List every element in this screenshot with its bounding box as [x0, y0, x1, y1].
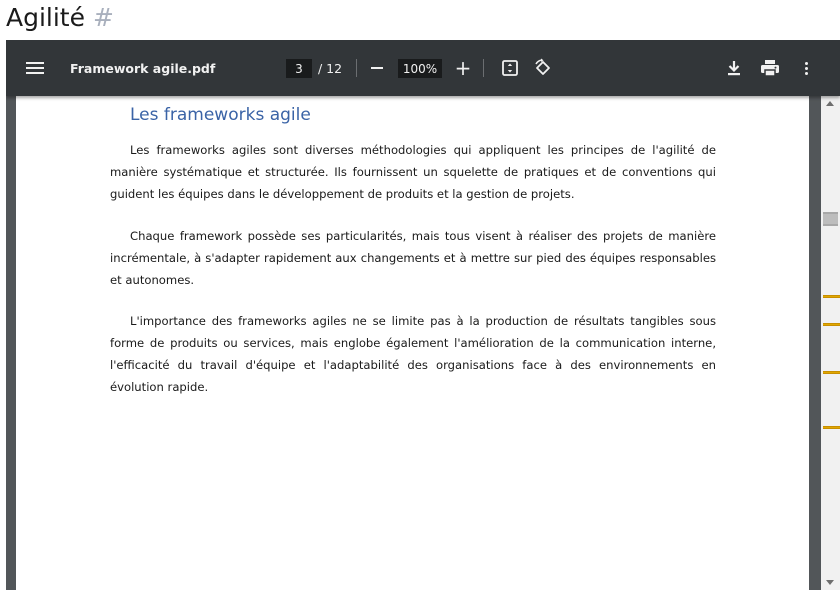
- zoom-level-input[interactable]: 100%: [398, 59, 442, 78]
- page-number-input[interactable]: 3: [286, 59, 312, 78]
- pdf-viewer: [6, 40, 840, 590]
- document-paragraph: L'importance des frameworks agiles ne se limite pas à la production de résultats tangibles sous forme de produits ou services, mais englobe également l'amélioration de la communication interne, l'efficacité du travail d'équipe et l'adaptabilité des organisations face à des environnements en évolution rapide.: [110, 314, 716, 394]
- plus-icon[interactable]: +: [454, 56, 472, 80]
- heading-anchor-link[interactable]: #: [93, 3, 114, 32]
- pdf-page: [16, 96, 809, 590]
- scrollbar-search-marker: [823, 371, 840, 374]
- scroll-up-arrow-icon[interactable]: [826, 101, 834, 106]
- minus-icon[interactable]: [367, 40, 387, 96]
- scrollbar-search-marker: [823, 426, 840, 429]
- page-heading: [6, 0, 114, 36]
- page-total: / 12: [318, 60, 343, 76]
- document-paragraph: Les frameworks agiles sont diverses méthodologies qui appliquent les principes de l'agilité de manière systématique et structurée. Ils fournissent un squelette de pratiques et de conventions qui guident les équipes dans le développement de produits et la gestion de projets.: [110, 143, 716, 201]
- scrollbar-search-marker: [823, 323, 840, 326]
- scrollbar-thumb[interactable]: [823, 212, 838, 226]
- fit-to-page-icon[interactable]: [500, 40, 520, 96]
- document-paragraph: Chaque framework possède ses particularités, mais tous visent à réaliser des projets de manière incrémentale, à s'adapter rapidement aux changements et à mettre sur pied des équipes responsables et autonomes.: [110, 229, 716, 287]
- rotate-icon[interactable]: [532, 40, 554, 96]
- download-icon[interactable]: [724, 40, 744, 96]
- hamburger-icon[interactable]: [26, 40, 48, 96]
- more-vertical-icon[interactable]: [798, 40, 814, 96]
- scroll-down-arrow-icon[interactable]: [826, 580, 834, 585]
- pdf-toolbar: [6, 40, 840, 96]
- vertical-scrollbar[interactable]: [821, 96, 840, 590]
- toolbar-divider: [356, 59, 357, 77]
- file-name: Framework agile.pdf: [70, 60, 216, 76]
- page-heading-text: Agilité: [6, 3, 85, 32]
- print-icon[interactable]: [759, 40, 781, 96]
- document-title: Les frameworks agile: [130, 105, 311, 125]
- scrollbar-search-marker: [823, 295, 840, 298]
- toolbar-divider: [483, 59, 484, 77]
